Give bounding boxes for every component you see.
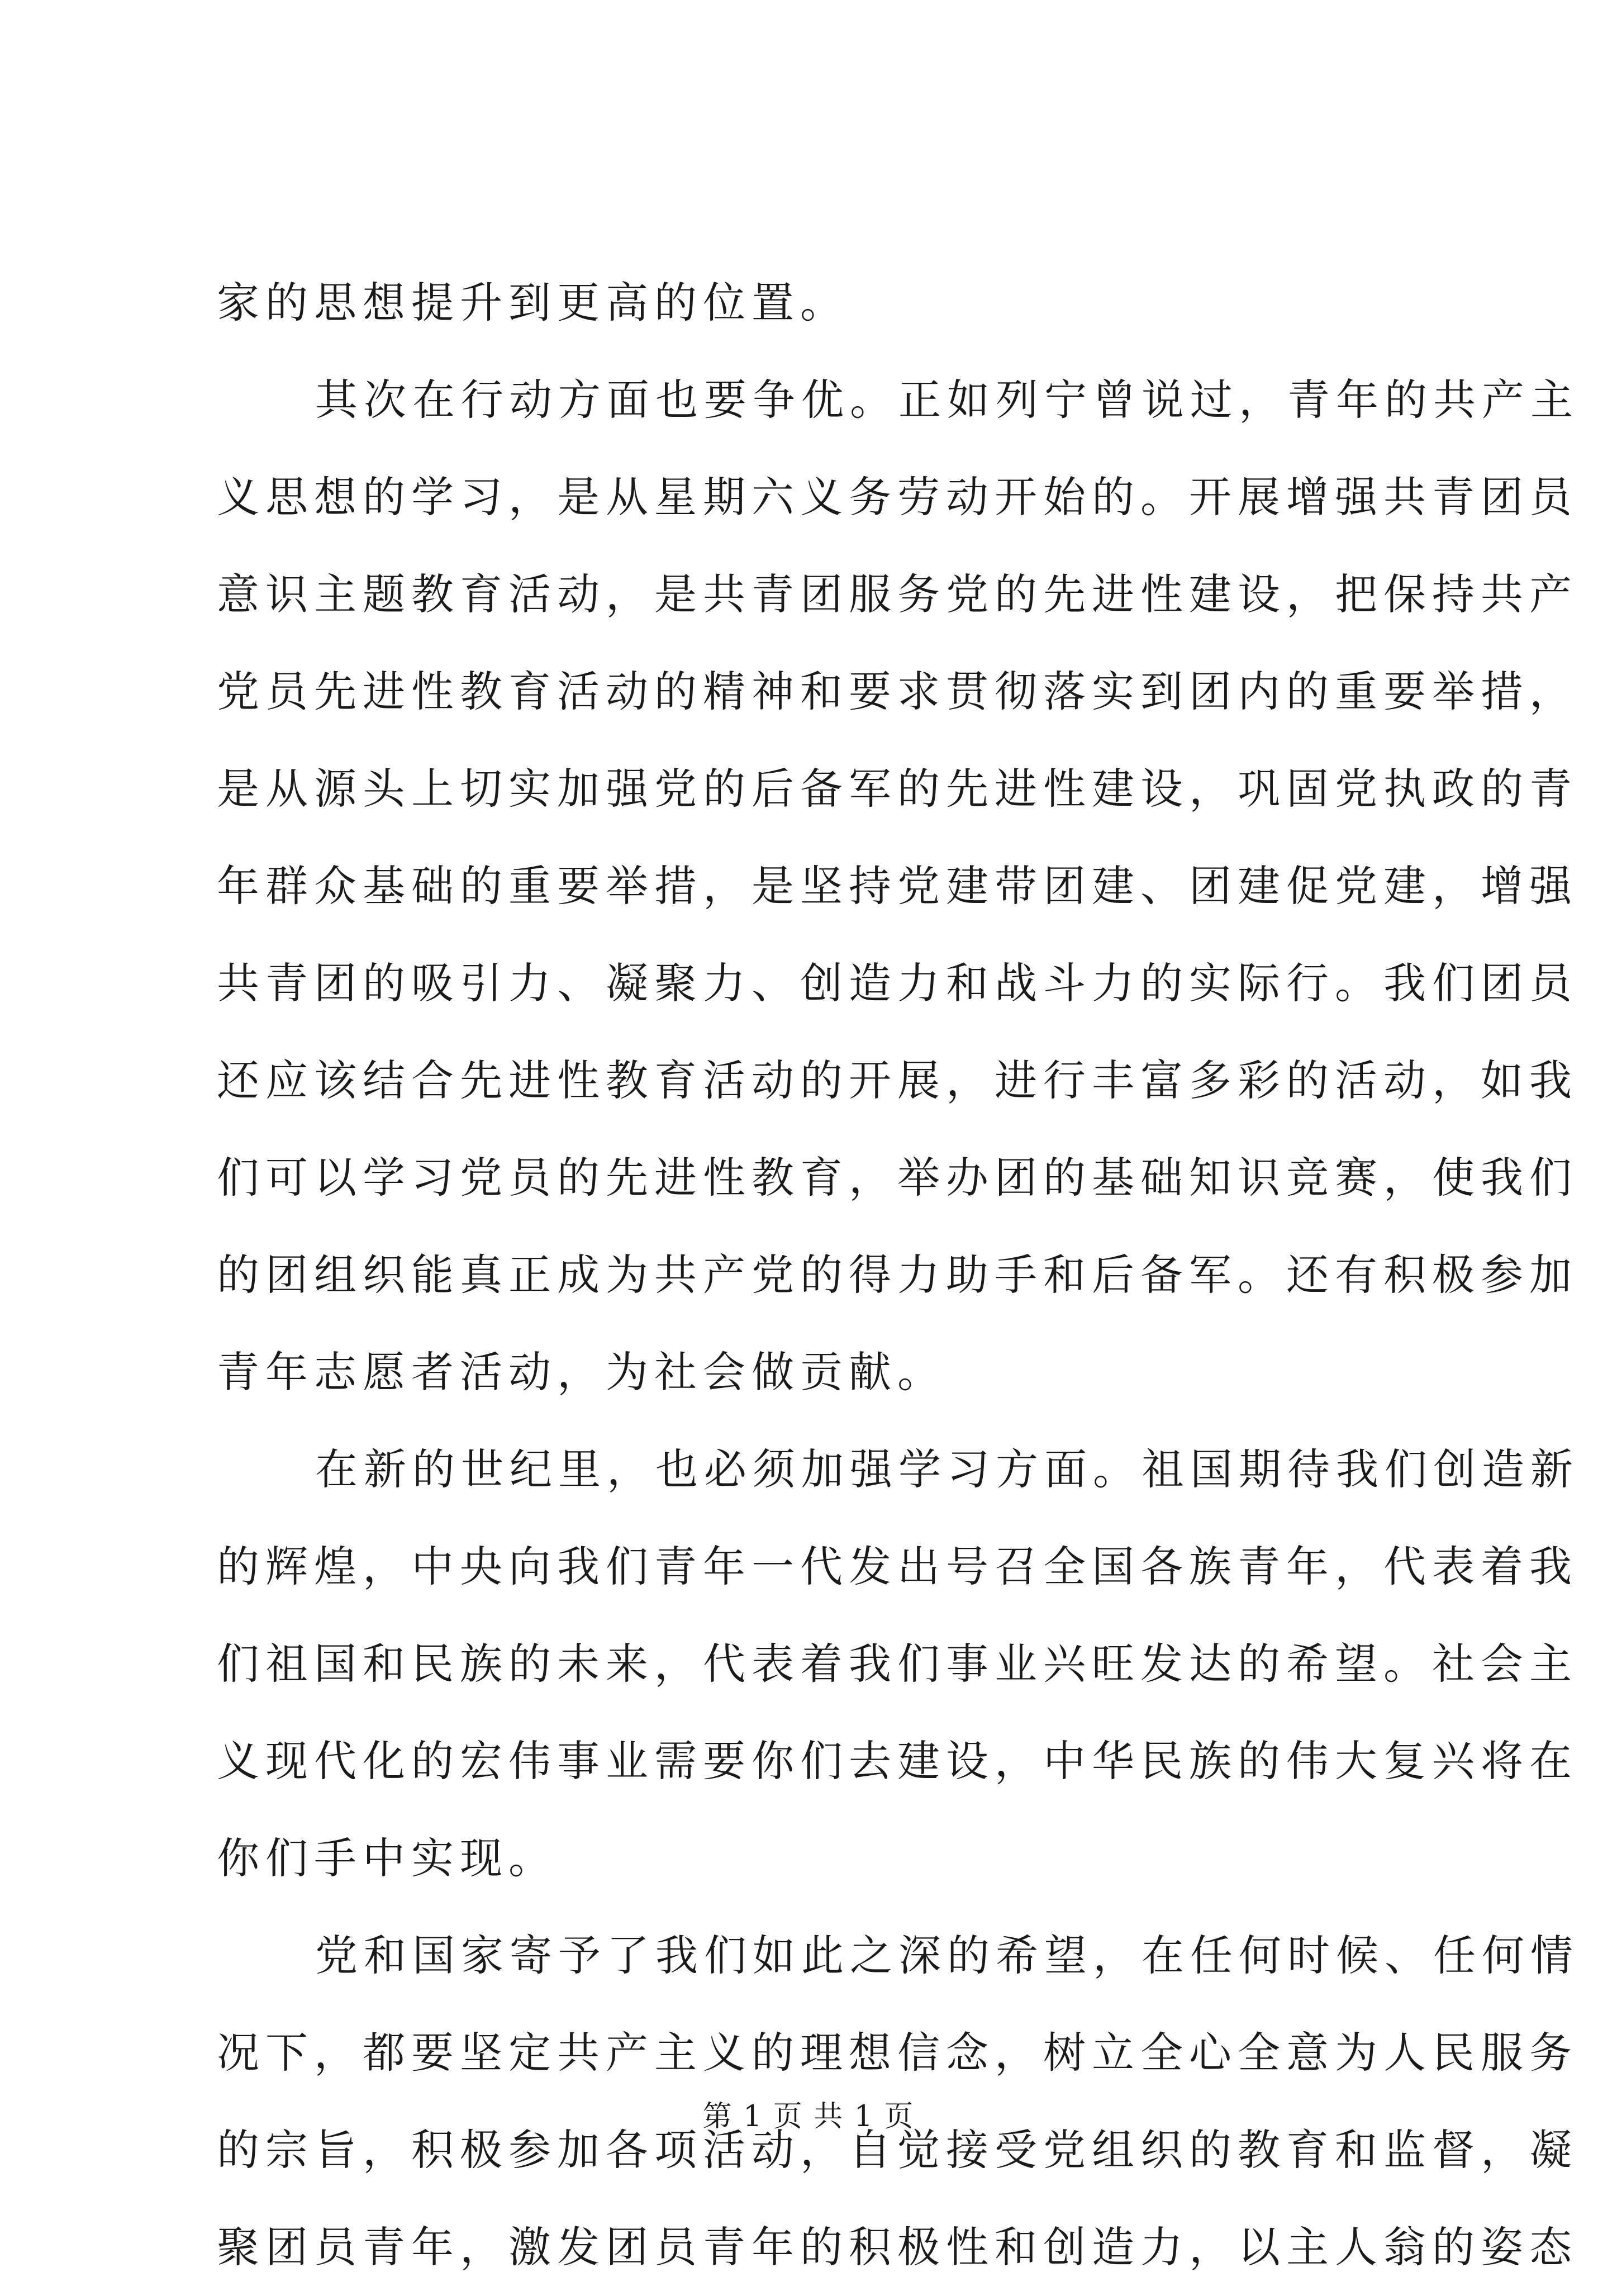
paragraph-start-line: 其次在行动方面也要争优。正如列宁曾说过，青年的共产主 <box>315 375 1579 425</box>
text-line: 青年志愿者活动，为社会做贡献。 <box>217 1347 946 1397</box>
text-line: 年群众基础的重要举措，是坚持党建带团建、团建促党建，增强 <box>217 861 1578 911</box>
text-line: 你们手中实现。 <box>217 1833 557 1883</box>
text-line: 意识主题教育活动，是共青团服务党的先进性建设，把保持共产 <box>217 569 1578 619</box>
text-line: 们祖国和民族的未来，代表着我们事业兴旺发达的希望。社会主 <box>217 1639 1578 1689</box>
text-line: 共青团的吸引力、凝聚力、创造力和战斗力的实际行。我们团员 <box>217 958 1578 1008</box>
document-body <box>217 254 1579 2296</box>
text-line: 的辉煌，中央向我们青年一代发出号召全国各族青年，代表着我 <box>217 1542 1578 1591</box>
text-line: 况下，都要坚定共产主义的理想信念，树立全心全意为人民服务 <box>217 2028 1578 2078</box>
text-line: 义思想的学习，是从星期六义务劳动开始的。开展增强共青团员 <box>217 472 1578 522</box>
text-line: 还应该结合先进性教育活动的开展，进行丰富多彩的活动，如我 <box>217 1056 1578 1105</box>
text-line: 义现代化的宏伟事业需要你们去建设，中华民族的伟大复兴将在 <box>217 1736 1578 1786</box>
page-footer: 第 1 页 共 1 页 <box>702 2100 915 2133</box>
text-line: 的团组织能真正成为共产党的得力助手和后备军。还有积极参加 <box>217 1250 1578 1300</box>
text-line: 的宗旨，积极参加各项活动，自觉接受党组织的教育和监督，凝 <box>217 2125 1578 2175</box>
text-line: 家的思想提升到更高的位置。 <box>217 278 849 327</box>
text-line: 聚团员青年，激发团员青年的积极性和创造力，以主人翁的姿态 <box>217 2222 1578 2272</box>
text-line: 党员先进性教育活动的精神和要求贯彻落实到团内的重要举措， <box>217 667 1578 716</box>
paragraph-start-line: 党和国家寄予了我们如此之深的希望，在任何时候、任何情 <box>315 1931 1579 1980</box>
text-line: 是从源头上切实加强党的后备军的先进性建设，巩固党执政的青 <box>217 764 1578 814</box>
paragraph-start-line: 在新的世纪里，也必须加强学习方面。祖国期待我们创造新 <box>315 1444 1579 1494</box>
text-line: 们可以学习党员的先进性教育，举办团的基础知识竞赛，使我们 <box>217 1153 1578 1202</box>
